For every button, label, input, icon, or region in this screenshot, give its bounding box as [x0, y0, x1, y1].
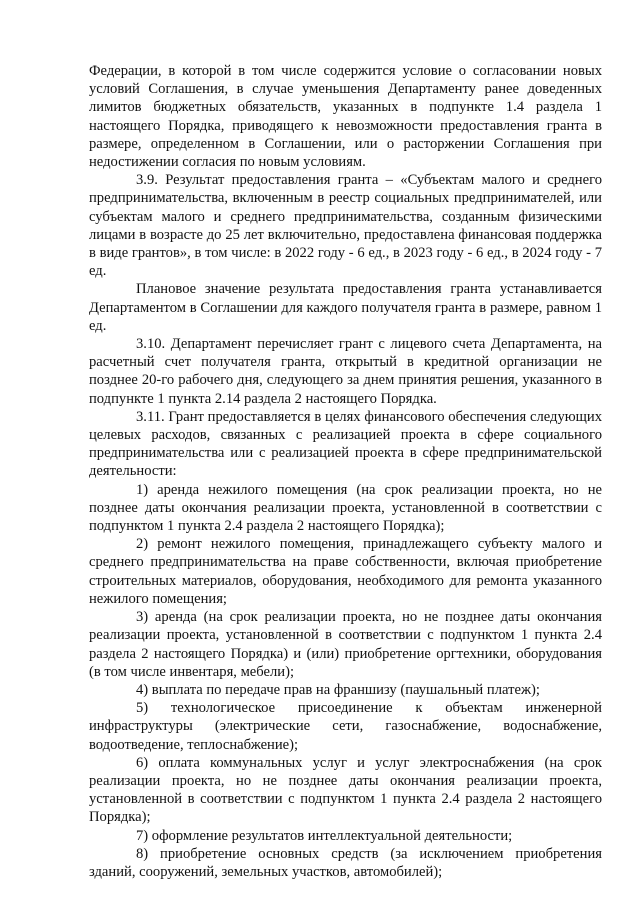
list-item-2: 2) ремонт нежилого помещения, принадлежащего субъекту малого и среднего предпринимательства на праве собственности, включая приобретение строительных материалов, оборудования, необходимого для ремонта указанного нежилого помещения;	[89, 536, 602, 607]
list-item-4: 4) выплата по передаче прав на франшизу (паушальный платеж);	[136, 681, 540, 698]
paragraph-3-11: 3.11. Грант предоставляется в целях финансового обеспечения следующих целевых расходов, связанных с реализацией проекта в сфере социального предпринимательства или с реализацией проекта в сфере предпринимательской деятельности:	[89, 408, 602, 480]
document-page	[89, 62, 602, 881]
list-item-8: 8) приобретение основных средств (за исключением приобретения зданий, сооружений, земельных участков, автомобилей);	[89, 845, 602, 880]
list-item-7: 7) оформление результатов интеллектуальной деятельности;	[136, 827, 513, 844]
list-item-6: 6) оплата коммунальных услуг и услуг электроснабжения (на срок реализации проекта, но не позднее даты окончания реализации проекта, установленной в соответствии с подпунктом 1 пункта 2.4 раздела 2 настоящего Порядка);	[89, 754, 602, 826]
paragraph-planned-value: Плановое значение результата предоставления гранта устанавливается Департаментом в Соглашении для каждого получателя гранта в размере, равном 1 ед.	[89, 281, 602, 334]
list-item-3: 3) аренда (на срок реализации проекта, но не позднее даты окончания реализации проекта, установленной в соответствии с подпунктом 1 пункта 2.4 раздела 2 настоящего Порядка) и (или) приобретение оргтехники, оборудования (в том числе инвентаря, мебели);	[89, 609, 602, 680]
paragraph-3-9: 3.9. Результат предоставления гранта – «Субъектам малого и среднего предпринимательства, включенным в реестр социальных предпринимателей, или субъектам малого и среднего предпринимательства, созданным физическими лицами в возрасте до 25 лет включительно, предоставлена финансовая поддержка в виде грантов», в том числе: в 2022 году - 6 ед., в 2023 году - 6 ед., в 2024 году - 7 ед.	[89, 172, 602, 280]
list-item-1: 1) аренда нежилого помещения (на срок реализации проекта, но не позднее даты окончания реализации проекта, установленной в соответствии с подпунктом 1 пункта 2.4 раздела 2 настоящего Порядка);	[89, 481, 602, 535]
paragraph-3-10: 3.10. Департамент перечисляет грант с лицевого счета Департамента, на расчетный счет получателя гранта, открытый в кредитной организации не позднее 20-го рабочего дня, следующего за днем принятия решения, указанного в подпункте 1 пункта 2.14 раздела 2 настоящего Порядка.	[89, 336, 602, 407]
list-item-5: 5) технологическое присоединение к объектам инженерной инфраструктуры (электрические сети, газоснабжение, водоснабжение, водоотведение, теплоснабжение);	[89, 700, 602, 753]
paragraph-continuation: Федерации, в которой в том числе содержится условие о согласовании новых условий Соглашения, в случае уменьшения Департаменту ранее доведенных лимитов бюджетных обязательств, указанных в подпункте 1.4 раздела 1 настоящего Порядка, приводящего к невозможности предоставления гранта в размере, определенном в Соглашении, или о расторжении Соглашения при недостижении согласия по новым условиям.	[89, 63, 602, 171]
